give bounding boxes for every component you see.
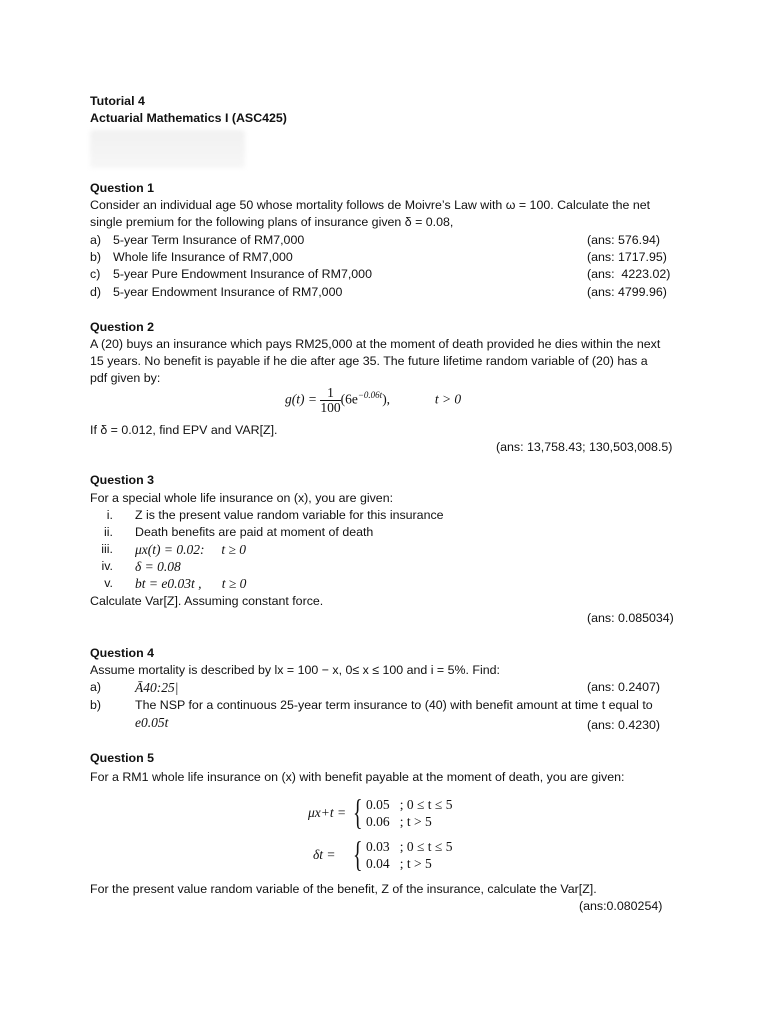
- q1-intro-line2: single premium for the following plans of insurance given δ = 0.08,: [90, 215, 454, 229]
- mu-case-2: 0.06 ; t > 5: [366, 814, 432, 829]
- q1-item-a: [90, 232, 304, 249]
- tutorial-title: Tutorial 4: [90, 94, 145, 108]
- q3-item-text: bt = e0.03t , t ≥ 0: [135, 576, 247, 591]
- q2-line2: 15 years. No benefit is payable if he die after age 35. The future lifetime random variable of (20) has a: [90, 354, 648, 368]
- q2-heading: Question 2: [90, 320, 155, 334]
- q5-mu-piecewise: [308, 792, 488, 832]
- q3-item-text: Z is the present value random variable for this insurance: [135, 508, 444, 522]
- delta-case-1: 0.03 ; 0 ≤ t ≤ 5: [366, 839, 453, 854]
- q3-item-num: iii.: [101, 542, 113, 556]
- delta-lhs: δt =: [313, 847, 336, 862]
- q1-intro-line1: Consider an individual age 50 whose mortality follows de Moivre’s Law with ω = 100. Calculate the net: [90, 198, 651, 212]
- q2-if-line: If δ = 0.012, find EPV and VAR[Z].: [90, 423, 278, 437]
- eq-fraction: [320, 386, 340, 415]
- eq-exponent: −0.06t: [357, 390, 383, 401]
- q1-item-text: 5-year Pure Endowment Insurance of RM7,000: [113, 267, 372, 281]
- q1-heading: Question 1: [90, 181, 155, 195]
- q3-item-text: δ = 0.08: [135, 559, 181, 574]
- q5-heading: Question 5: [90, 751, 155, 765]
- q3-item-text: Death benefits are paid at moment of death: [135, 525, 374, 539]
- q1-item-label: d): [90, 285, 102, 299]
- course-title: Actuarial Mathematics I (ASC425): [90, 111, 287, 125]
- left-brace: {: [353, 834, 363, 874]
- q1-item-label: c): [90, 267, 101, 281]
- q3-calc: Calculate Var[Z]. Assuming constant force.: [90, 594, 324, 608]
- eq-lhs: g(t) =: [285, 391, 317, 407]
- mu-lhs: μx+t =: [308, 805, 347, 820]
- q1-item-text: 5-year Term Insurance of RM7,000: [113, 233, 305, 247]
- q2-line1: A (20) buys an insurance which pays RM25,000 at the moment of death provided he dies within the next: [90, 337, 661, 351]
- mu-case-1: 0.05 ; 0 ≤ t ≤ 5: [366, 797, 453, 812]
- q3-item-num: iv.: [101, 559, 113, 573]
- q1-item-text: 5-year Endowment Insurance of RM7,000: [113, 285, 343, 299]
- q1-answer-c: (ans: 4223.02): [587, 267, 671, 281]
- eq-numerator: 1: [320, 386, 340, 401]
- q1-item-text: Whole life Insurance of RM7,000: [113, 250, 293, 264]
- q4-b-benefit: e0.05t: [135, 715, 169, 730]
- eq-condition: t > 0: [434, 391, 462, 407]
- q3-heading: Question 3: [90, 473, 155, 487]
- eq-body: (6e: [340, 391, 358, 407]
- q3-item-num: i.: [106, 508, 113, 522]
- q1-item-label: b): [90, 250, 102, 264]
- q3-item-text: μx(t) = 0.02: t ≥ 0: [135, 542, 247, 557]
- q1-answer-a: (ans: 576.94): [587, 233, 661, 247]
- redacted-area: [90, 130, 245, 168]
- q5-intro: For a RM1 whole life insurance on (x) with benefit payable at the moment of death, you are given:: [90, 770, 625, 784]
- q3-intro: For a special whole life insurance on (x), you are given:: [90, 491, 394, 505]
- q1-answer-b: (ans: 1717.95): [587, 250, 667, 264]
- q2-answer: (ans: 13,758.43; 130,503,008.5): [496, 440, 673, 454]
- q5-delta-piecewise: [313, 834, 493, 874]
- q4-b-label: b): [90, 698, 102, 712]
- q5-answer: (ans:0.080254): [579, 899, 663, 913]
- q4-a-expression: Ā40:25|: [135, 680, 179, 695]
- q4-heading: Question 4: [90, 646, 155, 660]
- q4-b-answer: (ans: 0.4230): [587, 718, 661, 732]
- eq-close: ),: [382, 391, 391, 407]
- q4-a-answer: (ans: 0.2407): [587, 680, 661, 694]
- q4-intro: Assume mortality is described by lx = 100 − x, 0≤ x ≤ 100 and i = 5%. Find:: [90, 663, 500, 677]
- q3-answer: (ans: 0.085034): [587, 611, 674, 625]
- eq-denominator: 100: [320, 400, 341, 415]
- delta-case-2: 0.04 ; t > 5: [366, 856, 432, 871]
- q1-item-c: [90, 266, 372, 283]
- q4-b-text: The NSP for a continuous 25-year term insurance to (40) with benefit amount at time t equal to: [135, 698, 653, 712]
- q1-item-b: [90, 249, 293, 266]
- q1-answer-d: (ans: 4799.96): [587, 285, 667, 299]
- q2-pdf-equation: [285, 386, 461, 415]
- q2-line3: pdf given by:: [90, 371, 161, 385]
- q3-item-num: v.: [104, 576, 113, 590]
- q3-item-num: ii.: [104, 525, 113, 539]
- q5-final: For the present value random variable of the benefit, Z of the insurance, calculate the Var[Z].: [90, 882, 597, 896]
- left-brace: {: [353, 792, 363, 832]
- q1-item-label: a): [90, 233, 102, 247]
- q4-a-label: a): [90, 680, 102, 694]
- q1-item-d: [90, 284, 342, 301]
